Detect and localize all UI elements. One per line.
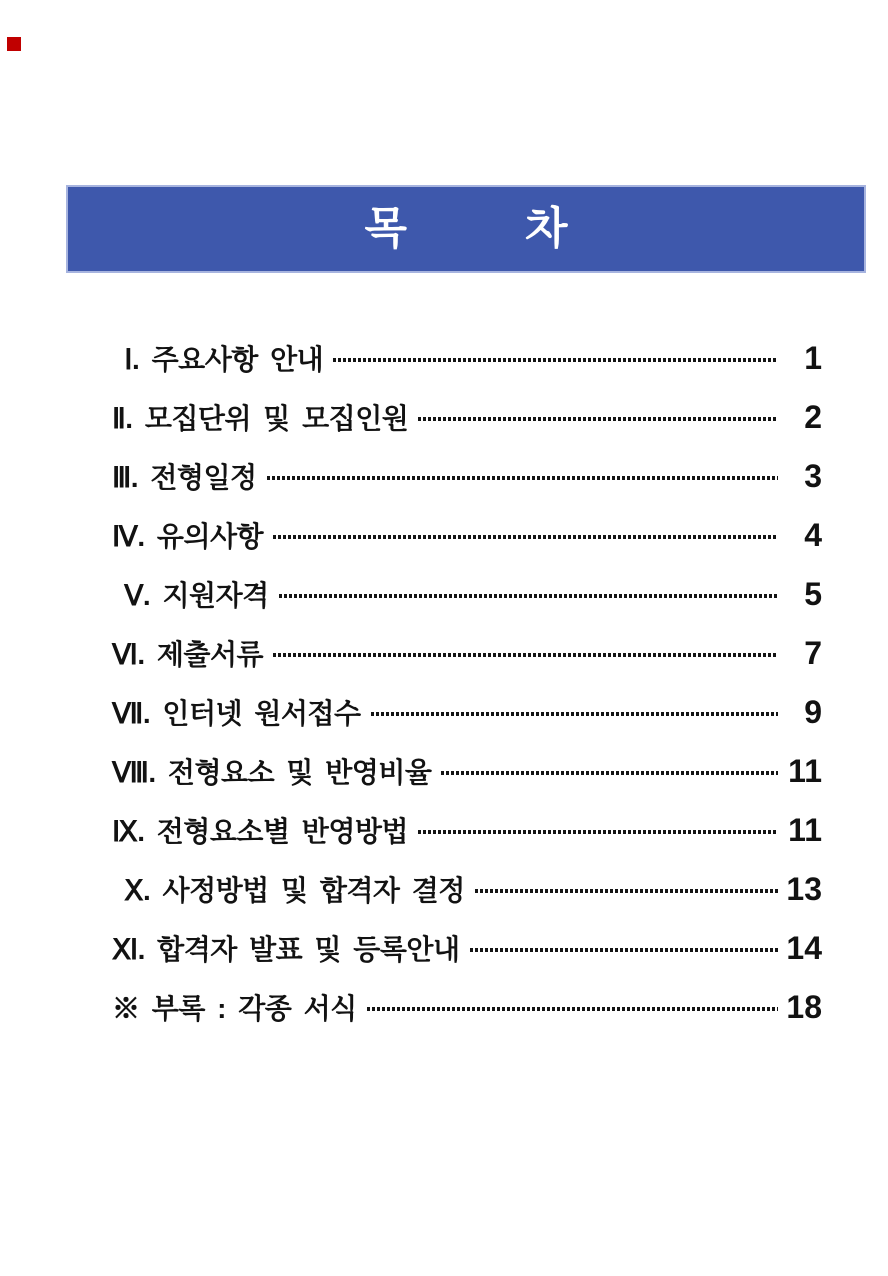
toc-page-number: 4 <box>804 517 822 553</box>
toc-entry-label: Ⅺ. 합격자 발표 및 등록안내 <box>112 934 460 965</box>
dotted-leader <box>273 535 778 538</box>
toc-entry <box>112 871 822 907</box>
toc-entry-label: Ⅸ. 전형요소별 반영방법 <box>112 816 408 847</box>
toc-page-number: 7 <box>804 635 822 671</box>
toc-entry-label: Ⅶ. 인터넷 원서접수 <box>112 698 361 729</box>
toc-banner <box>66 185 866 273</box>
toc-entry <box>112 753 822 789</box>
dotted-leader <box>333 358 778 361</box>
toc-entry <box>112 812 822 848</box>
toc-entry-label: Ⅳ. 유의사항 <box>112 521 264 552</box>
dotted-leader <box>441 771 778 774</box>
toc-list <box>112 340 822 1048</box>
toc-entry-label: ※ 부록 : 각종 서식 <box>112 993 357 1024</box>
toc-page-number: 13 <box>786 871 822 907</box>
toc-entry-label: Ⅷ. 전형요소 및 반영비율 <box>112 757 432 788</box>
dotted-leader <box>418 417 778 420</box>
toc-entry <box>112 930 822 966</box>
dotted-leader <box>475 889 778 892</box>
toc-entry <box>112 340 822 376</box>
toc-entry-label: Ⅲ. 전형일정 <box>112 462 257 493</box>
dotted-leader <box>470 948 778 951</box>
toc-entry-label: Ⅰ. 주요사항 안내 <box>112 344 324 375</box>
toc-entry <box>112 576 822 612</box>
banner-title-left: 목 <box>364 204 407 253</box>
toc-entry <box>112 635 822 671</box>
toc-entry-label: Ⅱ. 모집단위 및 모집인원 <box>112 403 409 434</box>
toc-page-number: 14 <box>786 930 822 966</box>
toc-entry <box>112 517 822 553</box>
toc-entry <box>112 458 822 494</box>
dotted-leader <box>367 1007 778 1010</box>
toc-entry-label: Ⅵ. 제출서류 <box>112 639 264 670</box>
dotted-leader <box>279 594 778 597</box>
toc-page-number: 11 <box>788 753 822 789</box>
toc-page-number: 18 <box>786 989 822 1025</box>
red-square-marker <box>7 37 21 51</box>
toc-entry <box>112 399 822 435</box>
toc-entry-label: Ⅴ. 지원자격 <box>112 580 269 611</box>
dotted-leader <box>273 653 778 656</box>
toc-page-number: 5 <box>804 576 822 612</box>
toc-page-number: 11 <box>788 812 822 848</box>
toc-page-number: 3 <box>804 458 822 494</box>
toc-page-number: 2 <box>804 399 822 435</box>
toc-entry <box>112 989 822 1025</box>
toc-entry <box>112 694 822 730</box>
toc-entry-label: Ⅹ. 사정방법 및 합격자 결정 <box>112 875 465 906</box>
dotted-leader <box>267 476 778 479</box>
toc-page-number: 9 <box>804 694 822 730</box>
dotted-leader <box>371 712 778 715</box>
toc-page-number: 1 <box>804 340 822 376</box>
dotted-leader <box>418 830 778 833</box>
banner-title-right: 차 <box>525 204 568 253</box>
